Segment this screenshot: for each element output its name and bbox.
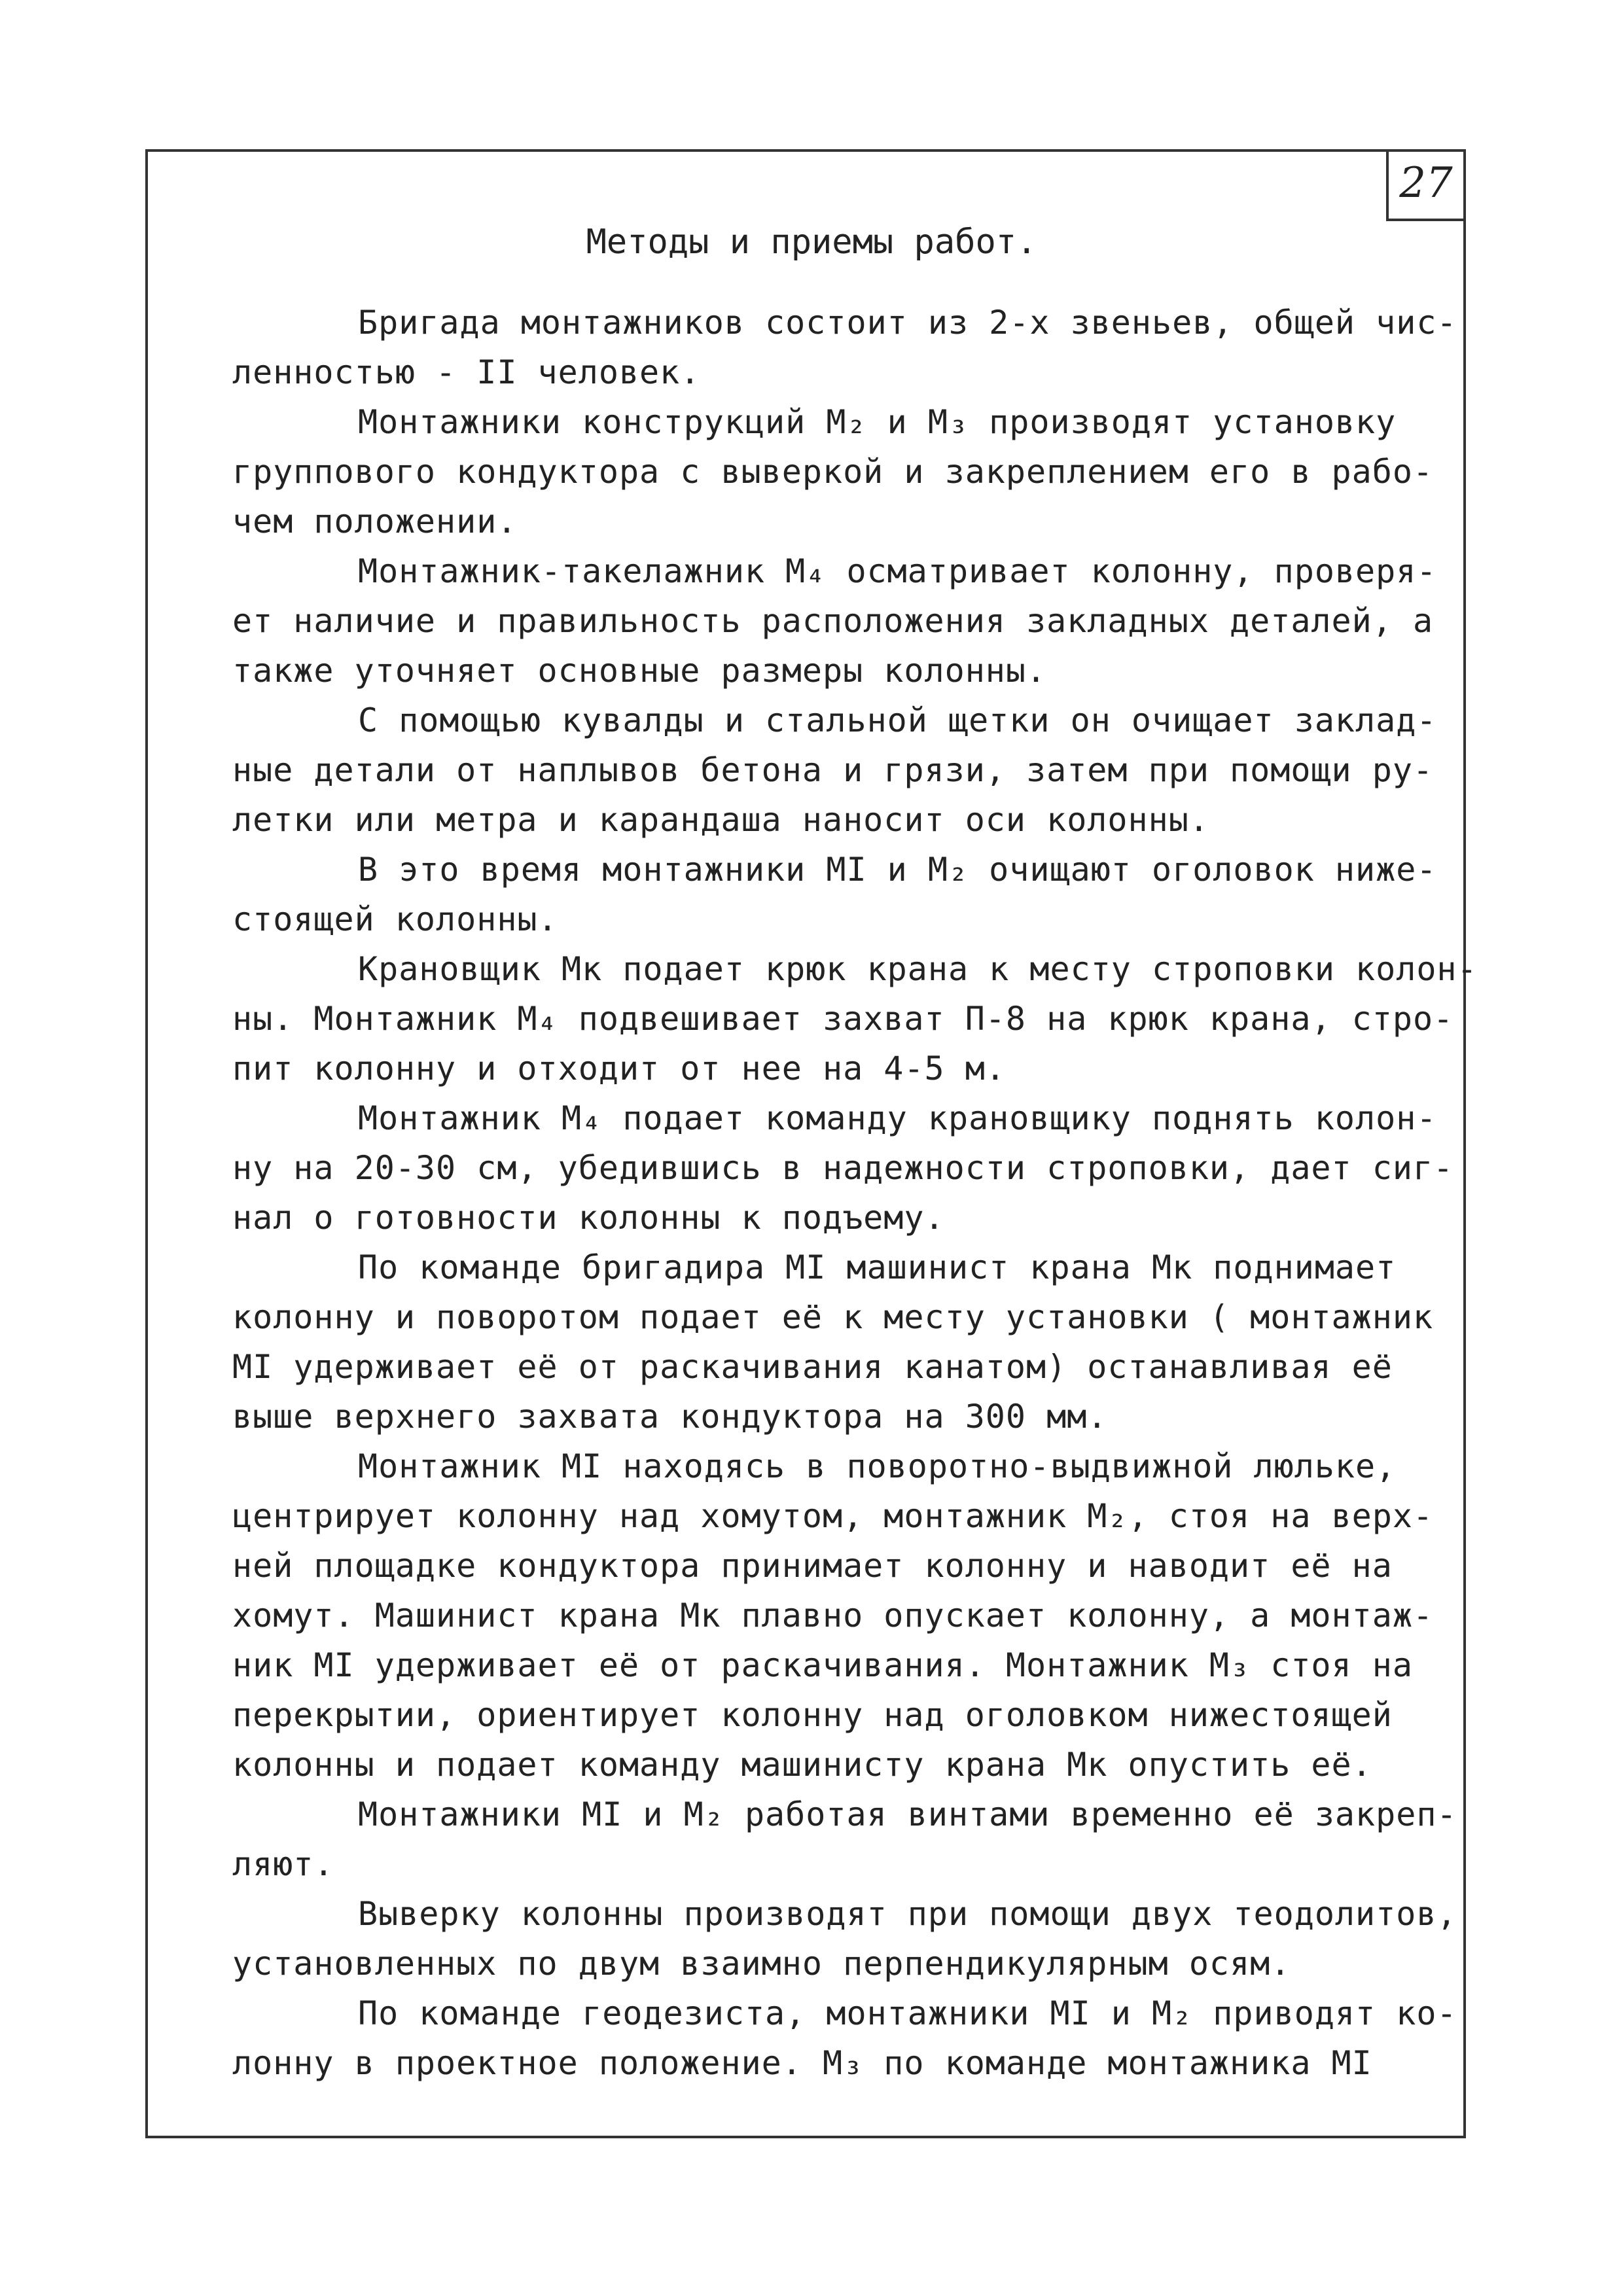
page-title: Методы и приемы работ. [586, 222, 1037, 262]
text-line: ник МI удерживает её от раскачивания. Монтажник М₃ стоя на [232, 1646, 1413, 1684]
text-line: МI удерживает её от раскачивания канатом) останавливая её [232, 1348, 1393, 1386]
text-line: группового кондуктора с выверкой и закреплением его в рабо- [232, 453, 1434, 491]
text-line: установленных по двум взаимно перпендикулярным осям. [232, 1945, 1291, 1983]
text-line: ну на 20-30 см, убедившись в надежности строповки, дает сиг- [232, 1149, 1454, 1187]
text-line: также уточняет основные размеры колонны. [232, 652, 1047, 690]
page-number: 27 [1386, 152, 1463, 221]
text-line: стоящей колонны. [232, 900, 558, 938]
text-line: пит колонну и отходит от нее на 4-5 м. [232, 1050, 1006, 1087]
text-line: чем положении. [232, 503, 518, 540]
text-line: Монтажник-такелажник М₄ осматривает колонну, проверя- [358, 552, 1437, 590]
text-line: ленностью - II человек. [232, 353, 701, 391]
text-line: ные детали от наплывов бетона и грязи, затем при помощи ру- [232, 751, 1434, 789]
text-line: ны. Монтажник М₄ подвешивает захват П-8 на крюк крана, стро- [232, 1000, 1454, 1038]
text-line: колонны и подает команду машинисту крана Мк опустить её. [232, 1746, 1372, 1784]
text-line: Монтажник М₄ подает команду крановщику поднять колон- [358, 1099, 1437, 1137]
text-line: Монтажники конструкций М₂ и М₃ производят установку [358, 403, 1397, 441]
text-line: центрирует колонну над хомутом, монтажник М₂, стоя на верх- [232, 1497, 1434, 1535]
text-line: перекрытии, ориентирует колонну над оголовком нижестоящей [232, 1696, 1393, 1734]
text-line: В это время монтажники МI и М₂ очищают оголовок ниже- [358, 851, 1437, 889]
text-line: Бригада монтажников состоит из 2-х звеньев, общей чис- [358, 304, 1457, 342]
text-line: хомут. Машинист крана Мк плавно опускает колонну, а монтаж- [232, 1597, 1434, 1634]
text-line: нал о готовности колонны к подъему. [232, 1199, 945, 1237]
text-line: колонну и поворотом подает её к месту установки ( монтажник [232, 1298, 1434, 1336]
text-line: По команде геодезиста, монтажники МI и М₂ приводят ко- [358, 1994, 1457, 2032]
text-line: По команде бригадира МI машинист крана Мк поднимает [358, 1248, 1397, 1286]
text-line: лонну в проектное положение. М₃ по команде монтажника МI [232, 2044, 1372, 2082]
text-line: летки или метра и карандаша наносит оси колонны. [232, 801, 1209, 839]
text-line: С помощью кувалды и стальной щетки он очищает заклад- [358, 701, 1437, 739]
text-line: Монтажники МI и М₂ работая винтами временно её закреп- [358, 1795, 1457, 1833]
text-line: ет наличие и правильность расположения закладных деталей, а [232, 602, 1434, 640]
document-body [232, 298, 1478, 2088]
text-line: ней площадке кондуктора принимает колонну и наводит её на [232, 1547, 1393, 1585]
text-line: Монтажник МI находясь в поворотно-выдвижной люльке, [358, 1447, 1397, 1485]
text-line: Выверку колонны производят при помощи двух теодолитов, [358, 1895, 1457, 1933]
text-line: выше верхнего захвата кондуктора на 300 мм. [232, 1398, 1108, 1436]
text-line: Крановщик Мк подает крюк крана к месту строповки колон- [358, 950, 1478, 988]
text-line: ляют. [232, 1845, 334, 1883]
